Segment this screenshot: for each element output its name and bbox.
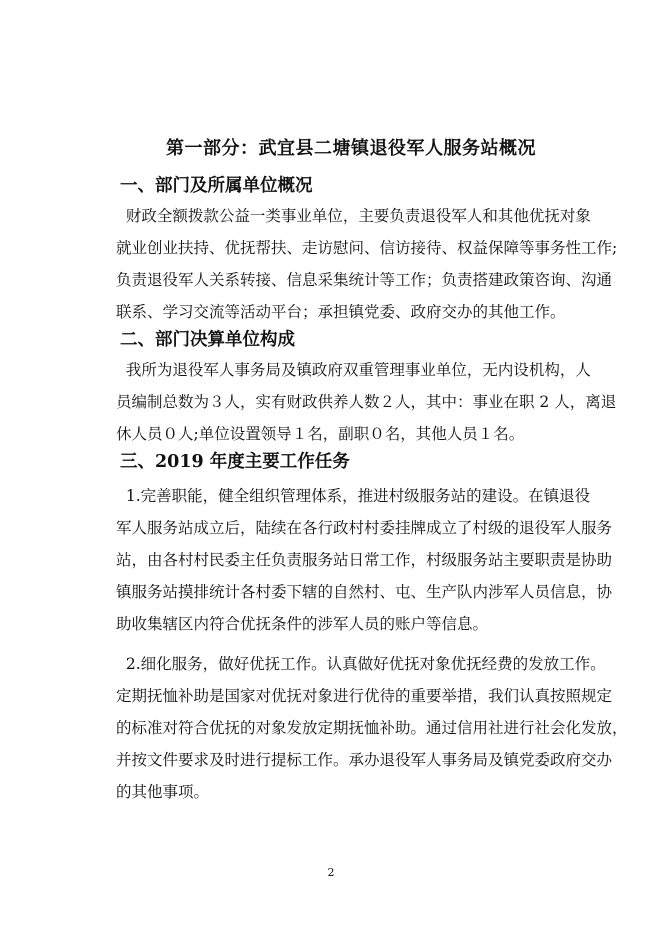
- paragraph-line: 财政全额拨款公益一类事业单位，主要负责退役军人和其他优抚对象: [116, 207, 591, 225]
- page-title: 第一部分：武宜县二塘镇退役军人服务站概况: [166, 138, 536, 159]
- paragraph-line: 的其他事项。: [116, 783, 210, 801]
- paragraph-line: 1.完善职能，健全组织管理体系，推进村级服务站的建设。在镇退役: [116, 487, 591, 505]
- paragraph-line: 联系、学习交流等活动平台；承担镇党委、政府交办的其他工作。: [116, 303, 566, 321]
- section-3-paragraph-2: [116, 648, 628, 808]
- paragraph-line: 2.细化服务，做好优抚工作。认真做好优抚对象优抚经费的发放工作。: [116, 655, 606, 673]
- paragraph-line: 镇服务站摸排统计各村委下辖的自然村、屯、生产队内涉军人员信息，协: [116, 583, 613, 601]
- paragraph-line: 员编制总数为３人，实有财政供养人数２人，其中：事业在职 2 人，离退: [116, 393, 617, 411]
- paragraph-line: 的标准对符合优抚的对象发放定期抚恤补助。通过信用社进行社会化发放，: [116, 719, 628, 737]
- section-2-paragraph-1: [116, 354, 617, 450]
- paragraph-line: 定期抚恤补助是国家对优抚对象进行优待的重要举措，我们认真按照规定: [116, 687, 613, 705]
- paragraph-line: 站，由各村村民委主任负责服务站日常工作，村级服务站主要职责是协助: [116, 551, 613, 569]
- section-heading-3: 三、2019 年度主要工作任务: [120, 452, 350, 472]
- paragraph-line: 休人员０人;单位设置领导１名，副职０名，其他人员１名。: [116, 425, 525, 443]
- paragraph-line: 就业创业扶持、优抚帮扶、走访慰问、信访接待、权益保障等事务性工作;: [116, 239, 618, 257]
- paragraph-line: 并按文件要求及时进行提标工作。承办退役军人事务局及镇党委政府交办: [116, 751, 613, 769]
- paragraph-line: 我所为退役军人事务局及镇政府双重管理事业单位，无内设机构，人: [116, 361, 591, 379]
- section-heading-2: 二、部门决算单位构成: [120, 330, 295, 350]
- paragraph-line: 助收集辖区内符合优抚条件的涉军人员的账户等信息。: [116, 615, 489, 633]
- section-1-paragraph-1: [116, 200, 618, 328]
- section-heading-1: 一、部门及所属单位概况: [120, 176, 313, 196]
- paragraph-line: 军人服务站成立后，陆续在各行政村村委挂牌成立了村级的退役军人服务: [116, 519, 613, 537]
- section-3-paragraph-1: [116, 480, 613, 640]
- page-number: 2: [327, 866, 335, 879]
- paragraph-line: 负责退役军人关系转接、信息采集统计等工作；负责搭建政策咨询、沟通: [116, 271, 613, 289]
